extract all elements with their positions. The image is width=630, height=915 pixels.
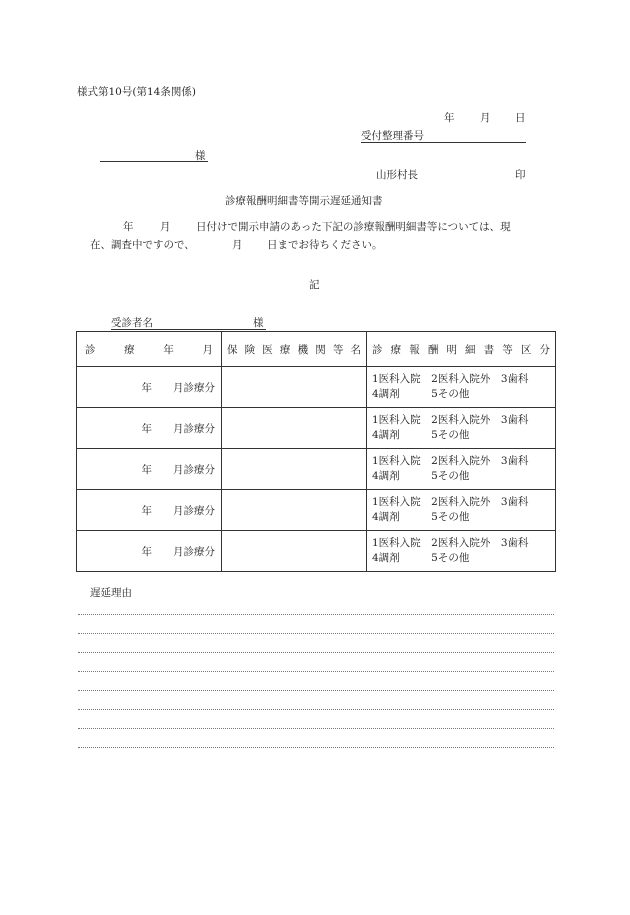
reason-line	[78, 652, 554, 653]
table-row	[77, 449, 556, 490]
date-month: 月	[480, 112, 491, 124]
category-cell: 1医科入院 2医科入院外 3歯科 4調剤 5その他	[367, 408, 556, 449]
seal-mark: 印	[515, 169, 526, 181]
category-cell: 1医科入院 2医科入院外 3歯科 4調剤 5その他	[367, 531, 556, 572]
institution-cell	[222, 490, 367, 531]
treatment-month-cell: 年 月診療分	[77, 449, 222, 490]
treatment-month-cell: 年 月診療分	[77, 490, 222, 531]
date-year: 年	[444, 112, 455, 124]
treatment-month-cell: 年 月診療分	[77, 408, 222, 449]
body-line1-text: 日付けで開示申請のあった下記の診療報酬明細書等については、現	[196, 221, 511, 233]
form-number: 様式第10号(第14条関係)	[77, 86, 196, 98]
institution-cell	[222, 367, 367, 408]
document-title: 診療報酬明細書等開示遅延通知書	[225, 195, 383, 207]
ki-mark: 記	[309, 279, 320, 291]
body-line2-month: 月	[232, 239, 243, 251]
category-cell: 1医科入院 2医科入院外 3歯科 4調剤 5その他	[367, 490, 556, 531]
header-category: 診 療 報 酬 明 細 書 等 区 分	[367, 332, 556, 367]
issuer-name: 山形村長	[376, 169, 418, 181]
institution-cell	[222, 408, 367, 449]
header-institution: 保 険 医 療 機 関 等 名	[222, 332, 367, 367]
reason-line	[78, 671, 554, 672]
patient-name-suffix: 様	[253, 317, 264, 329]
table-row	[77, 531, 556, 572]
records-table	[76, 331, 556, 572]
reason-line	[78, 728, 554, 729]
treatment-month-cell: 年 月診療分	[77, 367, 222, 408]
delay-reason-label: 遅延理由	[90, 587, 132, 599]
body-line2-a: 在、調査中ですので、	[90, 239, 195, 251]
patient-name-label: 受診者名	[111, 317, 153, 329]
table-row	[77, 408, 556, 449]
addressee-suffix: 様	[195, 150, 206, 162]
table-row	[77, 490, 556, 531]
treatment-month-cell: 年 月診療分	[77, 531, 222, 572]
category-cell: 1医科入院 2医科入院外 3歯科 4調剤 5その他	[367, 367, 556, 408]
body-month: 月	[160, 221, 171, 233]
addressee-underline	[100, 161, 208, 162]
body-year: 年	[123, 221, 134, 233]
category-cell: 1医科入院 2医科入院外 3歯科 4調剤 5その他	[367, 449, 556, 490]
institution-cell	[222, 449, 367, 490]
header-treatment-month: 診 療 年 月	[77, 332, 222, 367]
reason-line	[78, 690, 554, 691]
institution-cell	[222, 531, 367, 572]
table-header-row	[77, 332, 556, 367]
date-day: 日	[515, 112, 526, 124]
reason-line	[78, 747, 554, 748]
table-row	[77, 367, 556, 408]
body-line2-c: 日までお待ちください。	[267, 239, 383, 251]
receipt-number-underline	[361, 142, 526, 143]
reason-line	[78, 614, 554, 615]
reason-line	[78, 633, 554, 634]
receipt-number-label: 受付整理番号	[361, 130, 424, 142]
patient-name-underline	[111, 329, 266, 330]
reason-line	[78, 709, 554, 710]
